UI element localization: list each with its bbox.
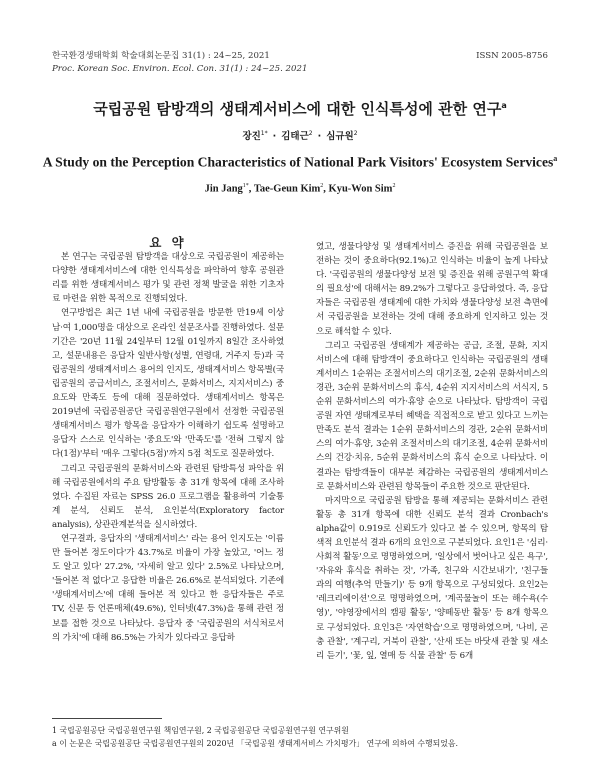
author-name: 장진 bbox=[242, 131, 261, 142]
author-separator: · bbox=[272, 131, 277, 142]
abstract-paragraph: 그리고 국립공원의 문화서비스와 관련된 탐방특성 파악을 위해 국립공원에서의 주요 탐방활동 총 31개 항목에 대해 조사하였다. 수집된 자료는 SPSS 26.0 프로그램을 활용하여 기술통계 분석, 신뢰도 분석, 요인분석(Exploratory factor analysis), 상관관계분석을 실시하였다. bbox=[52, 463, 284, 530]
footnotes bbox=[52, 724, 552, 750]
author-name: Jin Jang bbox=[204, 183, 243, 195]
journal-en: Proc. Korean Soc. Environ. Ecol. Con. 31(1) : 24~25. 2021 bbox=[52, 64, 308, 74]
abstract-paragraph: 마지막으로 국립공원 탐방을 통해 제공되는 문화서비스 관련 활동 총 31개 항목에 대한 신뢰도 분석 결과 Cronbach's alpha값이 0.919로 신뢰도가 있다고 볼 수 있으며, 항목의 탐색적 요인분석 결과 6개의 요인으로 구분되었다. 요인1은 '심리·사회적 활동'으로 명명하였으며, '일상에서 벗어나고 싶은 욕구', '자유와 휴식을 취하는 것', '가족, 친구와 시간보내기', '친구들과의 여행(추억 만들기)' 등 9개 항목으로 구성되었다. 요인2는 '레크리에이션'으로 명명하였으며, '계곡물놀이 또는 해수욕(수영)', '야영장에서의 캠핑 활동', '양떼동반 활동' 등 8개 항목으로 구성되었다. 요인3은 '자연학습'으로 명명하였으며, '나비, 곤충 관찰', '계구리, 거북이 관찰', '산새 또는 바닷새 관찰 및 새소리 듣기', '꽃, 잎, 열매 등 식물 관찰' 등 6개 bbox=[316, 495, 548, 661]
author-affiliation-mark: 2 bbox=[392, 183, 396, 189]
author-separator: , bbox=[323, 183, 329, 195]
title-korean-footnote-mark: a bbox=[501, 101, 507, 110]
author-separator: , bbox=[248, 183, 254, 195]
journal-citation bbox=[52, 50, 307, 76]
author-separator: · bbox=[317, 131, 322, 142]
title-korean-text: 국립공원 탐방객의 생태계서비스에 대한 인식특성에 관한 연구 bbox=[93, 100, 502, 118]
abstract-heading: 요 약 bbox=[149, 235, 187, 250]
author-affiliation-mark: 1* bbox=[242, 183, 249, 189]
author-name: 심규원 bbox=[326, 131, 354, 142]
abstract-paragraph: 연구방법은 최근 1년 내에 국립공원을 방문한 만19세 이상 남·여 1,000명을 대상으로 온라인 설문조사를 진행하였다. 설문기간은 '20년 11월 24일부터 12월 01일까지 8일간 조사하였고, 설문내용은 응답자 일반사항(성별, 연령대, 거주지 등)과 국립공원의 생태계서비스 용어의 인지도, 생태계서비스 항목별(국립공원의 공급서비스, 조절서비스, 문화서비스, 지지서비스) 중요도와 만족도 등에 대해 질문하였다. 생태계서비스 항목은 2019년에 국립공원공단 국립공원연구원에서 선정한 국립공원 생태계서비스 평가 항목을 응답자가 이해하기 쉽도록 설명하고 응답자 스스로 인식하는 '중요도'와 '만족도'를 '전혀 그렇지 않다(1점)'부터 '매우 그렇다(5점)'까지 5점 척도로 질문하였다. bbox=[52, 308, 284, 460]
journal-ko: 한국환경생태학회 학술대회논문집 31(1) : 24~25, 2021 bbox=[52, 51, 270, 61]
authors-english bbox=[0, 183, 600, 195]
footnote: a 이 논문은 국립공원공단 국립공원연구원의 2020년 「국립공원 생태계서비스 가치평가」 연구에 의하여 수행되었음. bbox=[52, 739, 459, 748]
title-english-footnote-mark: a bbox=[553, 154, 558, 163]
author-affiliation-mark: 2 bbox=[308, 129, 313, 137]
footnote-divider bbox=[52, 718, 162, 719]
title-korean bbox=[0, 98, 600, 119]
title-english bbox=[0, 154, 600, 171]
author-affiliation-mark: 2 bbox=[353, 129, 358, 137]
author-name: 김태근 bbox=[281, 131, 309, 142]
footnote: 1 국립공원공단 국립공원연구원 책임연구원, 2 국립공원공단 국립공원연구원 연구위원 bbox=[52, 726, 349, 735]
abstract-left-column bbox=[52, 236, 284, 645]
abstract-paragraph: 본 연구는 국립공원 탐방객을 대상으로 국립공원이 제공하는 다양한 생태계서비스에 대한 인식특성을 파악하여 향후 공원관리를 위한 생태계서비스 평가 및 관련 정책 발굴을 위한 기초자료 마련을 위한 목적으로 진행되었다. bbox=[52, 252, 284, 305]
authors-korean bbox=[0, 128, 600, 142]
author-affiliation-mark: 1* bbox=[260, 129, 268, 137]
issn: ISSN 2005-8756 bbox=[476, 51, 548, 61]
author-name: Tae-Geun Kim bbox=[253, 183, 321, 195]
abstract-paragraph: 그리고 국립공원 생태계가 제공하는 공급, 조절, 문화, 지지 서비스에 대해 탐방객이 중요하다고 인식하는 국립공원의 생태계서비스 1순위는 조절서비스의 대기조절, 2순위 문화서비스의 경관, 3순위 문화서비스의 휴식, 4순위 지지서비스의 서식지, 5순위 문화서비스의 여가·휴양 순으로 나타났다. 탐방객이 국립공원 자연 생태계로부터 혜택을 직접적으로 받고 있다고 느끼는 만족도 분석 결과는 1순위 문화서비스의 경관, 2순위 문화서비스의 여가·휴양, 3순위 조절서비스의 대기조절, 4순위 문화서비스의 건강·치유, 5순위 문화서비스의 휴식 순으로 나타났다. 이 결과는 탐방객들이 대부분 체감하는 국립공원의 생태계서비스로 문화서비스와 관련된 항목들이 주요한 것으로 판단된다. bbox=[316, 340, 548, 492]
abstract-paragraph: 였고, 생물다양성 및 생태계서비스 증진을 위해 국립공원을 보전하는 것이 중요하다(92.1%)고 인식하는 비율이 높게 나타났다. '국립공원의 생물다양성 보전 및 증진을 위해 공원구역 확대의 필요성'에 대해서는 89.2%가 그렇다고 응답하였다. 즉, 응답자들은 국립공원 생태계에 대한 가치와 생물다양성 보전 측면에서 국립공원을 보전하는 것에 대해 중요하게 인지하고 있는 것으로 해석할 수 있다. bbox=[316, 242, 548, 337]
author-name: Kyu-Won Sim bbox=[328, 183, 393, 195]
abstract-right-column bbox=[316, 240, 548, 663]
title-english-text: A Study on the Perception Characteristics of National Park Visitors' Ecosystem Services bbox=[42, 154, 554, 170]
author-affiliation-mark: 2 bbox=[320, 183, 324, 189]
abstract-paragraph: 연구결과, 응답자의 '생태계서비스' 라는 용어 인지도는 '이름만 들어본 정도이다'가 43.7%로 비율이 가장 높았고, '어느 정도 알고 있다' 27.2%, '자세히 알고 있다' 2.5%로 나타났으며, '들어본 적 없다'고 응답한 비율은 26.6%로 분석되었다. 기존에 '생태계서비스'에 대해 들어본 적 있다고 한 응답자들은 주로 TV, 신문 등 언론매체(49.6%), 인터넷(47.3%)을 통해 관련 정보를 접한 것으로 나타났다. 응답자 중 '국립공원의 서식처로서의 가치'에 대해 86.5%는 가치가 있다라고 응답하 bbox=[52, 533, 284, 643]
